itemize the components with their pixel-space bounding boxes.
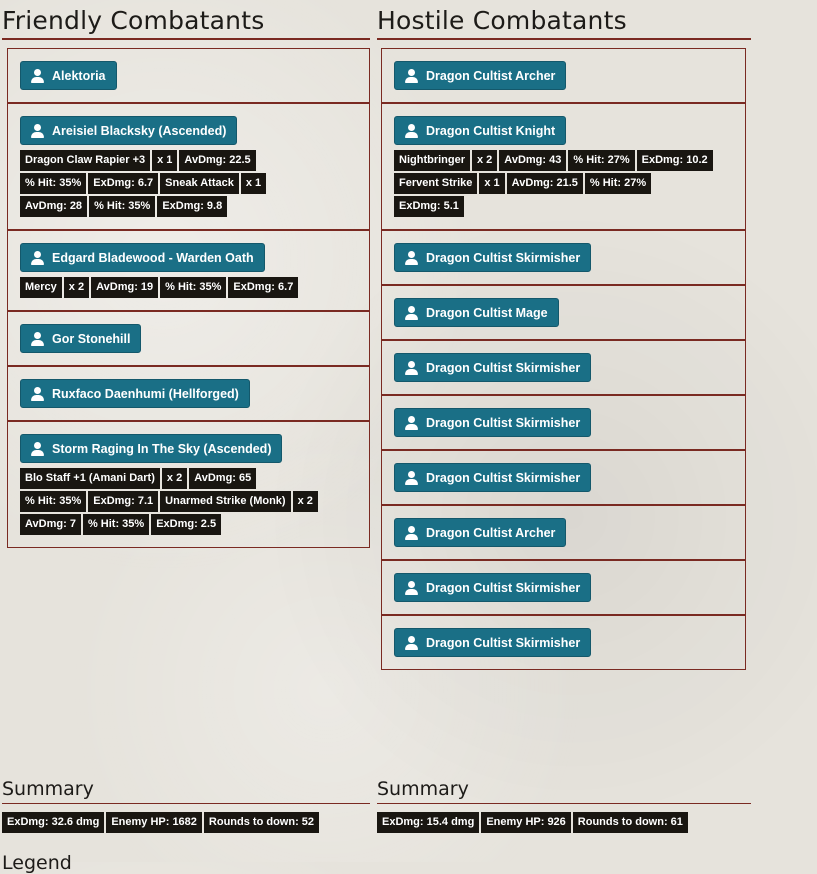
attack-avdmg: AvDmg: 7 [20,514,81,535]
combatant-card [382,231,745,286]
hostile-title: Hostile Combatants [377,8,751,40]
combatant-name: Dragon Cultist Skirmisher [426,635,581,650]
person-icon [405,251,418,265]
hostile-summary [377,778,751,833]
combatant-name: Storm Raging In The Sky (Ascended) [52,441,272,456]
summary-rounds: Rounds to down: 52 [204,812,319,833]
attack-hit: % Hit: 35% [20,491,86,512]
combatant-button[interactable] [20,434,282,463]
attack-avdmg: AvDmg: 22.5 [179,150,255,171]
combatant-button[interactable] [20,324,141,353]
attack-list [20,150,320,217]
combatant-card [382,506,745,561]
attack-name: Unarmed Strike (Monk) [160,491,290,512]
attack-hit: % Hit: 35% [160,277,226,298]
attack-list [394,150,714,217]
summary-stats [2,812,370,833]
person-icon [405,361,418,375]
combatant-card [382,49,745,104]
friendly-title: Friendly Combatants [2,8,370,40]
attack-hit: % Hit: 35% [20,173,86,194]
attack-hit: % Hit: 27% [585,173,651,194]
combatant-button[interactable] [394,353,591,382]
summary-exdmg: ExDmg: 15.4 dmg [377,812,479,833]
combatant-card [382,451,745,506]
combatant-name: Dragon Cultist Archer [426,68,556,83]
attack-exdmg: ExDmg: 5.1 [394,196,464,217]
attack-avdmg: AvDmg: 43 [499,150,566,171]
attack-name: Blo Staff +1 (Amani Dart) [20,468,160,489]
person-icon [405,124,418,138]
attack-name: Fervent Strike [394,173,477,194]
combatant-card [382,104,745,231]
attack-count: x 2 [472,150,497,171]
combatant-card [8,49,369,104]
combatant-name: Dragon Cultist Skirmisher [426,360,581,375]
combatant-card [382,286,745,341]
combatant-button[interactable] [394,463,591,492]
combatant-name: Dragon Cultist Skirmisher [426,415,581,430]
combatant-button[interactable] [394,518,566,547]
combatant-card [382,341,745,396]
attack-exdmg: ExDmg: 6.7 [228,277,298,298]
person-icon [31,332,44,346]
combatant-card [382,396,745,451]
attack-name: Nightbringer [394,150,470,171]
combatant-name: Alektoria [52,68,106,83]
summary-rounds: Rounds to down: 61 [573,812,688,833]
combatant-card [8,422,369,547]
person-icon [31,124,44,138]
combatant-name: Dragon Cultist Skirmisher [426,250,581,265]
combatant-button[interactable] [20,61,117,90]
person-icon [405,69,418,83]
combatant-name: Edgard Bladewood - Warden Oath [52,250,254,265]
attack-list [20,277,320,298]
attack-count: x 2 [293,491,318,512]
legend-title: Legend [2,852,72,874]
combatant-button[interactable] [20,243,265,272]
summary-stats [377,812,751,833]
combatant-button[interactable] [394,61,566,90]
person-icon [31,251,44,265]
combatant-card [8,367,369,422]
attack-count: x 1 [152,150,177,171]
attack-name: Mercy [20,277,62,298]
hostile-column [377,0,751,670]
person-icon [405,306,418,320]
attack-count: x 1 [479,173,504,194]
summary-exdmg: ExDmg: 32.6 dmg [2,812,104,833]
combatant-button[interactable] [394,116,566,145]
person-icon [405,581,418,595]
combatant-button[interactable] [394,408,591,437]
attack-avdmg: AvDmg: 21.5 [507,173,583,194]
attack-avdmg: AvDmg: 65 [189,468,256,489]
combatant-name: Dragon Cultist Mage [426,305,548,320]
friendly-column [2,0,370,548]
person-icon [31,387,44,401]
friendly-summary [2,778,370,833]
combatant-name: Dragon Cultist Knight [426,123,556,138]
attack-avdmg: AvDmg: 19 [91,277,158,298]
attack-name: Dragon Claw Rapier +3 [20,150,150,171]
person-icon [405,526,418,540]
summary-enemy-hp: Enemy HP: 926 [481,812,570,833]
combatant-button[interactable] [20,116,237,145]
attack-hit: % Hit: 35% [89,196,155,217]
combatant-name: Gor Stonehill [52,331,131,346]
attack-list [20,468,320,535]
attack-hit: % Hit: 27% [568,150,634,171]
combatant-card [8,104,369,231]
attack-hit: % Hit: 35% [83,514,149,535]
summary-title: Summary [2,778,370,804]
attack-exdmg: ExDmg: 6.7 [88,173,158,194]
combatant-card [382,616,745,669]
attack-name: Sneak Attack [160,173,239,194]
combatant-name: Dragon Cultist Archer [426,525,556,540]
combatant-button[interactable] [394,573,591,602]
combatant-card [382,561,745,616]
attack-count: x 2 [64,277,89,298]
attack-count: x 2 [162,468,187,489]
person-icon [405,471,418,485]
combatant-button[interactable] [394,628,591,657]
combatant-name: Ruxfaco Daenhumi (Hellforged) [52,386,239,401]
friendly-combatant-list [7,48,370,548]
person-icon [405,416,418,430]
hostile-combatant-list [381,48,746,670]
attack-count: x 1 [241,173,266,194]
attack-exdmg: ExDmg: 9.8 [157,196,227,217]
summary-title: Summary [377,778,751,804]
attack-exdmg: ExDmg: 7.1 [88,491,158,512]
person-icon [31,69,44,83]
person-icon [405,636,418,650]
combatant-card [8,312,369,367]
summary-enemy-hp: Enemy HP: 1682 [106,812,202,833]
combatant-name: Areisiel Blacksky (Ascended) [52,123,227,138]
attack-exdmg: ExDmg: 10.2 [637,150,713,171]
combatant-button[interactable] [394,243,591,272]
combatant-name: Dragon Cultist Skirmisher [426,580,581,595]
combatant-button[interactable] [20,379,250,408]
combatant-card [8,231,369,312]
attack-avdmg: AvDmg: 28 [20,196,87,217]
person-icon [31,442,44,456]
attack-exdmg: ExDmg: 2.5 [151,514,221,535]
combatant-button[interactable] [394,298,559,327]
combatant-name: Dragon Cultist Skirmisher [426,470,581,485]
